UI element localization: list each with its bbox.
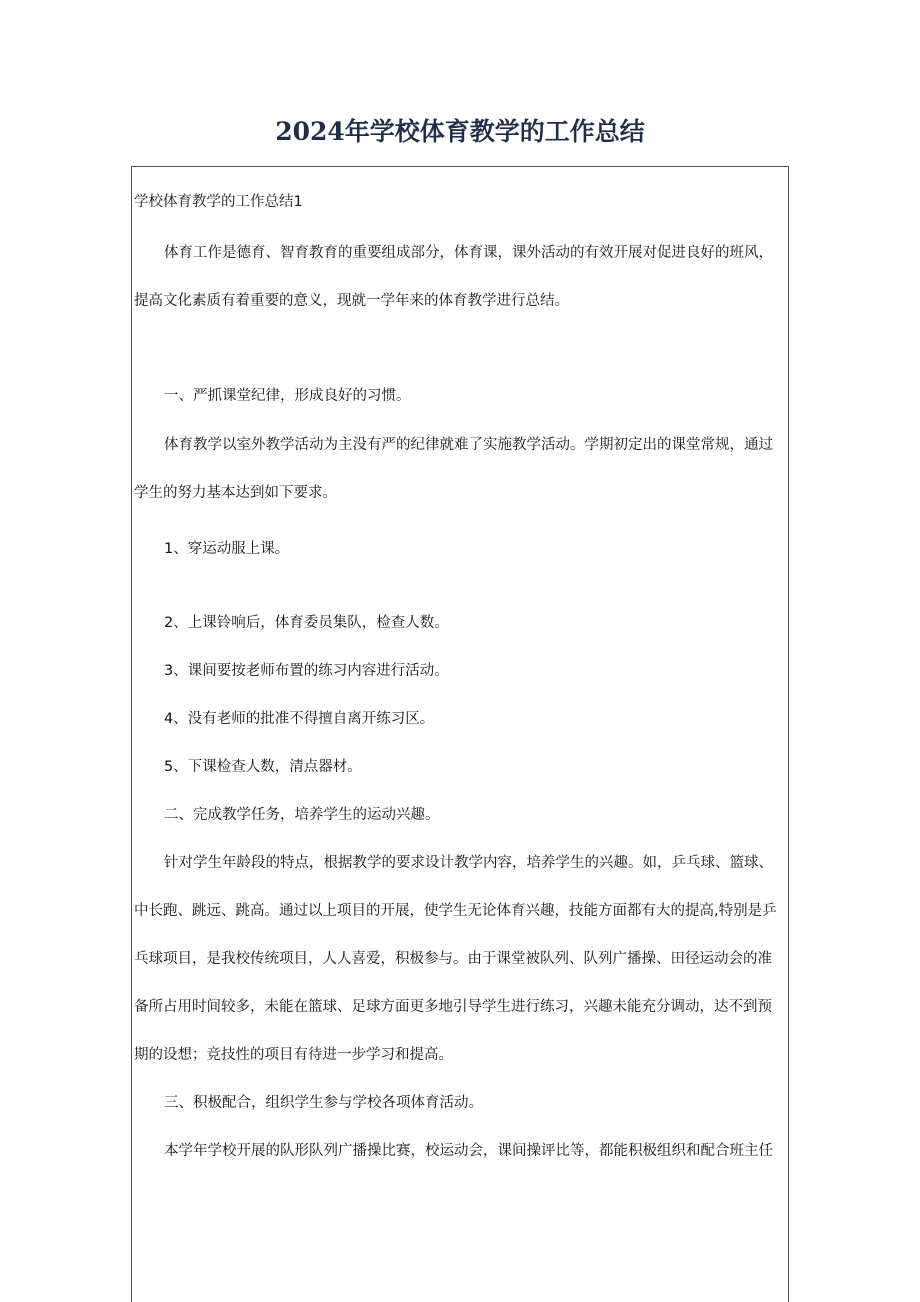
list-item: 1、穿运动服上课。 — [164, 541, 290, 557]
subheading: 一、严抓课堂纪律，形成良好的习惯。 — [164, 388, 411, 404]
paragraph-line: 学生的努力基本达到如下要求。 — [134, 485, 337, 501]
list-item: 4、没有老师的批准不得擅自离开练习区。 — [164, 711, 435, 727]
paragraph-line: 中长跑、跳远、跳高。通过以上项目的开展，使学生无论体育兴趣，技能方面都有大的提高,特别是乒 — [134, 903, 777, 919]
paragraph-line: 体育工作是德育、智育教育的重要组成部分，体育课，课外活动的有效开展对促进良好的班风， — [164, 245, 773, 261]
paragraph-line: 提高文化素质有着重要的意义，现就一学年来的体育教学进行总结。 — [134, 293, 569, 309]
paragraph-line: 针对学生年龄段的特点，根据教学的要求设计教学内容，培养学生的兴趣。如，乒乓球、篮球、 — [164, 855, 773, 871]
subheading: 三、积极配合，组织学生参与学校各项体育活动。 — [164, 1095, 483, 1111]
list-item: 2、上课铃响后，体育委员集队，检查人数。 — [164, 615, 449, 631]
paragraph-line: 本学年学校开展的队形队列广播操比赛，校运动会，课间操评比等，都能积极组织和配合班主任 — [164, 1143, 773, 1159]
list-item: 5、下课检查人数，清点器材。 — [164, 759, 362, 775]
subheading: 二、完成教学任务，培养学生的运动兴趣。 — [164, 807, 440, 823]
content-frame — [131, 166, 789, 1302]
section-heading: 学校体育教学的工作总结1 — [134, 194, 303, 210]
paragraph-line: 乓球项目，是我校传统项目，人人喜爱，积极参与。由于课堂被队列、队列广播操、田径运动会的准 — [134, 951, 772, 967]
paragraph-line: 体育教学以室外教学活动为主没有严的纪律就难了实施教学活动。学期初定出的课堂常规，通过 — [164, 437, 773, 453]
paragraph-line: 期的设想；竞技性的项目有待进一步学习和提高。 — [134, 1047, 453, 1063]
paragraph-line: 备所占用时间较多，未能在篮球、足球方面更多地引导学生进行练习，兴趣未能充分调动，达不到预 — [134, 999, 772, 1015]
document-title: 2024年学校体育教学的工作总结 — [275, 117, 645, 146]
list-item: 3、课间要按老师布置的练习内容进行活动。 — [164, 663, 449, 679]
